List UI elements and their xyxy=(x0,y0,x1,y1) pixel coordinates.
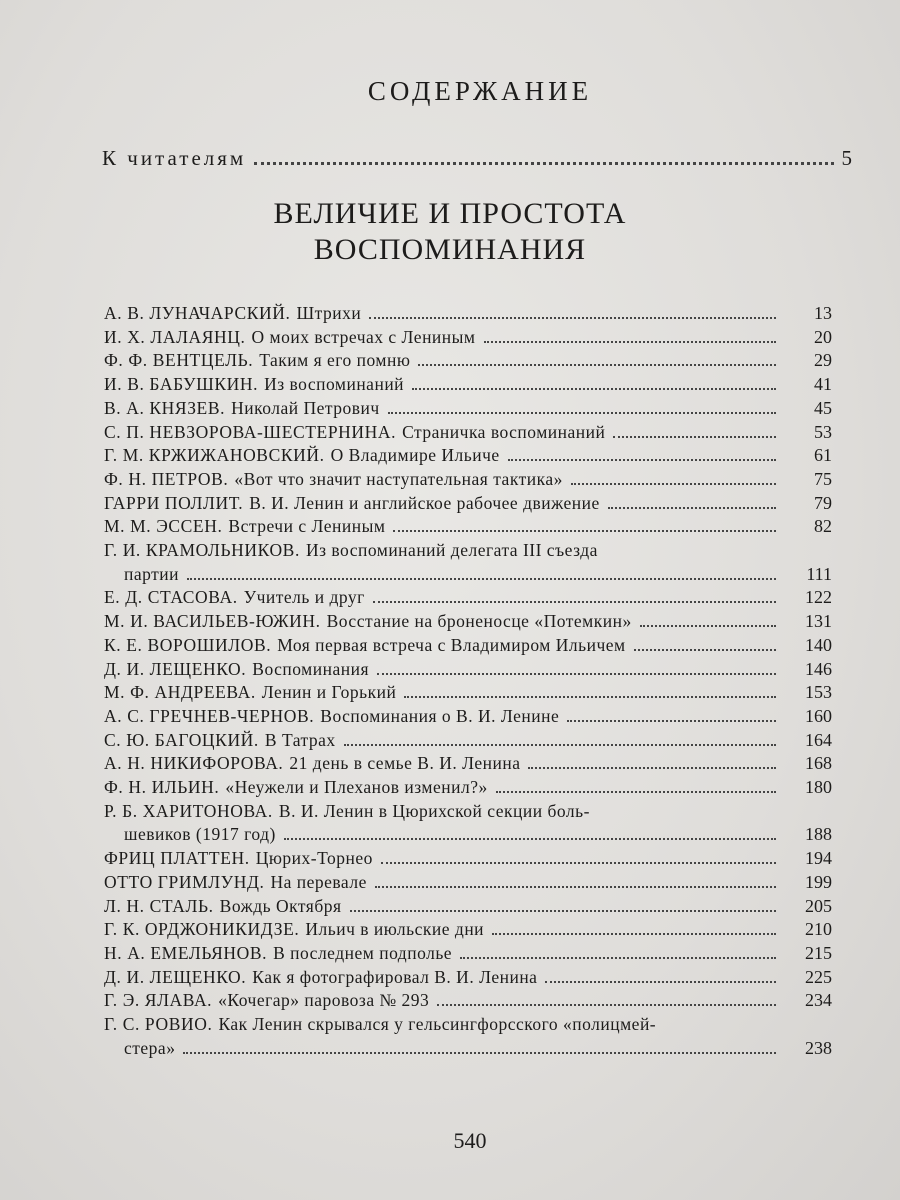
entry-author: Л. Н. СТАЛЬ. xyxy=(104,895,214,916)
entry-title: О Владимире Ильиче xyxy=(330,445,500,466)
entry-page-number: 234 xyxy=(805,990,832,1011)
toc-entry xyxy=(104,847,832,871)
entry-page-number: 188 xyxy=(805,824,832,845)
toc-entry-line xyxy=(104,942,832,966)
entry-title: «Вот что значит наступательная тактика» xyxy=(234,468,563,489)
dot-leader xyxy=(375,886,776,888)
entry-page-number: 29 xyxy=(814,350,832,371)
toc-entry-line xyxy=(104,658,832,682)
entry-title: Штрихи xyxy=(296,303,362,323)
toc-entry-continuation xyxy=(104,563,832,587)
toc-entry xyxy=(104,326,832,350)
entry-page-number: 61 xyxy=(814,445,832,466)
entry-title-continuation: партии xyxy=(124,563,180,584)
toc-entry xyxy=(104,705,832,729)
entry-title: Вождь Октября xyxy=(219,895,342,916)
dot-leader xyxy=(484,341,777,343)
entry-title: На перевале xyxy=(270,871,367,892)
dot-leader xyxy=(418,364,776,366)
toc-entry xyxy=(104,302,832,326)
entry-page-number: 131 xyxy=(805,611,832,632)
dot-leader xyxy=(350,910,776,912)
entry-author: Г. М. КРЖИЖАНОВСКИЙ. xyxy=(104,445,325,466)
dot-leader xyxy=(608,507,776,509)
section-heading-line-1: ВЕЛИЧИЕ И ПРОСТОТА xyxy=(273,197,627,230)
entry-title: Воспоминания о В. И. Ленине xyxy=(320,705,560,726)
intro-page-number: 5 xyxy=(841,146,852,170)
entry-page-number: 205 xyxy=(805,895,832,916)
entry-page-number: 140 xyxy=(805,634,832,655)
entry-author: Д. И. ЛЕЩЕНКО. xyxy=(104,658,247,679)
entry-title: «Неужели и Плеханов изменил?» xyxy=(225,777,488,798)
entry-author: ГАРРИ ПОЛЛИТ. xyxy=(104,492,244,513)
entry-author: С. Ю. БАГОЦКИЙ. xyxy=(104,729,259,750)
entry-author: А. В. ЛУНАЧАРСКИЙ. xyxy=(104,303,291,323)
toc-entry-line xyxy=(104,373,832,397)
section-heading-line-2: ВОСПОМИНАНИЯ xyxy=(313,233,587,266)
entry-title: В. И. Ленин и английское рабочее движение xyxy=(249,492,600,513)
entry-author: М. М. ЭССЕН. xyxy=(104,516,223,537)
entry-author: Г. Э. ЯЛАВА. xyxy=(104,990,213,1011)
entry-author: И. В. БАБУШКИН. xyxy=(104,374,259,395)
dot-leader xyxy=(508,459,776,461)
toc-entry xyxy=(104,421,832,445)
entry-page-number: 146 xyxy=(805,658,832,679)
entry-author: В. А. КНЯЗЕВ. xyxy=(104,397,226,418)
entry-author: Д. И. ЛЕЩЕНКО. xyxy=(104,966,247,987)
dot-leader xyxy=(254,162,833,165)
toc-entry xyxy=(104,634,832,658)
entry-author: С. П. НЕВЗОРОВА-ШЕСТЕРНИНА. xyxy=(104,421,397,442)
toc-entry-line xyxy=(104,586,832,610)
entry-title: Как Ленин скрывался у гельсингфорсского «полицмей- xyxy=(218,1014,657,1035)
dot-leader xyxy=(545,981,776,983)
entry-title-continuation: стера» xyxy=(124,1037,176,1058)
toc-entry xyxy=(104,539,832,586)
toc-entry xyxy=(104,800,832,847)
entry-title: Из воспоминаний делегата III съезда xyxy=(305,540,598,561)
entry-page-number: 75 xyxy=(814,468,832,489)
entry-title: Ильич в июльские дни xyxy=(305,919,485,940)
dot-leader xyxy=(567,720,776,722)
entry-author: Ф. Н. ПЕТРОВ. xyxy=(104,468,229,489)
entry-page-number: 168 xyxy=(805,753,832,774)
entry-title: Из воспоминаний xyxy=(264,374,405,395)
entry-page-number: 79 xyxy=(814,492,832,513)
dot-leader xyxy=(492,933,776,935)
toc-entry-line xyxy=(104,397,832,421)
intro-label: К читателям xyxy=(102,146,247,170)
entry-title: Николай Петрович xyxy=(231,397,380,418)
toc-entry xyxy=(104,397,832,421)
entry-page-number: 13 xyxy=(814,303,832,323)
entry-title: Цюрих-Торнео xyxy=(255,848,373,869)
toc-entry-line xyxy=(104,492,832,516)
toc-entry-line xyxy=(104,847,832,871)
toc-entry xyxy=(104,349,832,373)
entry-title: В последнем подполье xyxy=(273,942,453,963)
toc-entry-line xyxy=(104,989,832,1013)
entry-page-number: 20 xyxy=(814,326,832,347)
toc-entry xyxy=(104,610,832,634)
toc-entry xyxy=(104,895,832,919)
toc-entry-line xyxy=(104,302,832,326)
entry-page-number: 210 xyxy=(805,919,832,940)
entry-page-number: 82 xyxy=(814,516,832,537)
entry-title: Страничка воспоминаний xyxy=(402,421,606,442)
dot-leader xyxy=(381,862,776,864)
entry-title: В Татрах xyxy=(264,729,336,750)
dot-leader xyxy=(412,388,776,390)
toc-entry xyxy=(104,658,832,682)
entry-page-number: 41 xyxy=(814,374,832,395)
entry-title: Встречи с Лениным xyxy=(228,516,386,537)
entry-author: Г. К. ОРДЖОНИКИДЗЕ. xyxy=(104,919,300,940)
toc-entry-line xyxy=(104,1013,832,1037)
entry-author: Ф. Н. ИЛЬИН. xyxy=(104,777,220,798)
entry-author: Н. А. ЕМЕЛЬЯНОВ. xyxy=(104,942,268,963)
dot-leader xyxy=(187,578,776,580)
dot-leader xyxy=(634,649,776,651)
entry-page-number: 153 xyxy=(805,682,832,703)
toc-entry-line xyxy=(104,634,832,658)
entry-page-number: 199 xyxy=(805,871,832,892)
entry-author: Г. С. РОВИО. xyxy=(104,1014,213,1035)
entry-author: ОТТО ГРИМЛУНД. xyxy=(104,871,265,892)
dot-leader xyxy=(571,483,776,485)
entry-author: К. Е. ВОРОШИЛОВ. xyxy=(104,634,272,655)
entry-title: Учитель и друг xyxy=(243,587,365,608)
toc-entry-line xyxy=(104,349,832,373)
dot-leader xyxy=(460,957,776,959)
toc-entry-line xyxy=(104,871,832,895)
entry-author: Р. Б. ХАРИТОНОВА. xyxy=(104,800,273,821)
dot-leader xyxy=(496,791,776,793)
toc-entry-line xyxy=(104,729,832,753)
toc-entry-continuation xyxy=(104,823,832,847)
entry-author: Е. Д. СТАСОВА. xyxy=(104,587,238,608)
entry-page-number: 122 xyxy=(805,587,832,608)
toc-entry-line xyxy=(104,895,832,919)
dot-leader xyxy=(404,696,776,698)
toc-entry-line xyxy=(104,326,832,350)
dot-leader xyxy=(437,1004,776,1006)
entry-title: В. И. Ленин в Цюрихской секции боль- xyxy=(278,800,590,821)
entry-title: О моих встречах с Лениным xyxy=(251,326,476,347)
toc-entry xyxy=(104,871,832,895)
entry-page-number: 238 xyxy=(805,1037,832,1058)
toc-entry-line xyxy=(104,776,832,800)
toc-entry-line xyxy=(104,681,832,705)
entry-title-continuation: шевиков (1917 год) xyxy=(124,824,276,845)
dot-leader xyxy=(393,530,776,532)
dot-leader xyxy=(613,436,776,438)
dot-leader xyxy=(528,767,776,769)
toc-entry-continuation xyxy=(104,1037,832,1061)
page-number: 540 xyxy=(453,1128,487,1153)
entry-title: Моя первая встреча с Владимиром Ильичем xyxy=(277,634,626,655)
toc-entry xyxy=(104,752,832,776)
entry-author: А. Н. НИКИФОРОВА. xyxy=(104,753,284,774)
entry-title: «Кочегар» паровоза № 293 xyxy=(218,990,430,1011)
toc-entry xyxy=(104,918,832,942)
section-heading xyxy=(0,196,900,268)
entry-title: 21 день в семье В. И. Ленина xyxy=(289,753,521,774)
intro-entry xyxy=(102,146,852,171)
toc-entry xyxy=(104,492,832,516)
entry-page-number: 180 xyxy=(805,777,832,798)
entry-title: Как я фотографировал В. И. Ленина xyxy=(252,966,538,987)
toc-entry xyxy=(104,515,832,539)
toc-entry xyxy=(104,1013,832,1060)
entry-author: Г. И. КРАМОЛЬНИКОВ. xyxy=(104,540,300,561)
toc-entry xyxy=(104,776,832,800)
toc-entry-line xyxy=(104,468,832,492)
toc-entry-line xyxy=(104,539,832,563)
entry-title: Восстание на броненосце «Потемкин» xyxy=(326,611,632,632)
entry-author: М. И. ВАСИЛЬЕВ-ЮЖИН. xyxy=(104,611,321,632)
toc-entry-list xyxy=(104,302,832,1061)
entry-author: М. Ф. АНДРЕЕВА. xyxy=(104,682,256,703)
toc-entry xyxy=(104,373,832,397)
dot-leader xyxy=(284,838,776,840)
toc-entry xyxy=(104,444,832,468)
entry-title: Ленин и Горький xyxy=(261,682,397,703)
entry-page-number: 164 xyxy=(805,729,832,750)
entry-title: Воспоминания xyxy=(252,658,370,679)
entry-author: А. С. ГРЕЧНЕВ-ЧЕРНОВ. xyxy=(104,705,315,726)
toc-entry xyxy=(104,729,832,753)
entry-title: Таким я его помню xyxy=(259,350,411,371)
dot-leader xyxy=(344,744,776,746)
dot-leader xyxy=(369,317,776,319)
toc-entry-line xyxy=(104,421,832,445)
entry-page-number: 215 xyxy=(805,942,832,963)
toc-entry xyxy=(104,989,832,1013)
toc-entry-line xyxy=(104,752,832,776)
entry-author: И. Х. ЛАЛАЯНЦ. xyxy=(104,326,246,347)
dot-leader xyxy=(640,625,776,627)
toc-entry-line xyxy=(104,918,832,942)
dot-leader xyxy=(377,673,776,675)
contents-heading: СОДЕРЖАНИЕ xyxy=(367,76,593,106)
entry-page-number: 111 xyxy=(806,563,832,584)
entry-page-number: 225 xyxy=(805,966,832,987)
entry-page-number: 160 xyxy=(805,705,832,726)
toc-entry-line xyxy=(104,705,832,729)
toc-entry-line xyxy=(104,966,832,990)
dot-leader xyxy=(373,601,776,603)
entry-page-number: 45 xyxy=(814,397,832,418)
entry-author: Ф. Ф. ВЕНТЦЕЛЬ. xyxy=(104,350,254,371)
toc-entry xyxy=(104,942,832,966)
toc-entry-line xyxy=(104,515,832,539)
toc-entry xyxy=(104,468,832,492)
toc-entry-line xyxy=(104,800,832,824)
toc-entry xyxy=(104,681,832,705)
dot-leader xyxy=(183,1052,776,1054)
toc-entry xyxy=(104,586,832,610)
toc-entry-line xyxy=(104,610,832,634)
dot-leader xyxy=(388,412,776,414)
toc-entry xyxy=(104,966,832,990)
entry-page-number: 53 xyxy=(814,421,832,442)
entry-page-number: 194 xyxy=(805,848,832,869)
entry-author: ФРИЦ ПЛАТТЕН. xyxy=(104,848,250,869)
toc-entry-line xyxy=(104,444,832,468)
